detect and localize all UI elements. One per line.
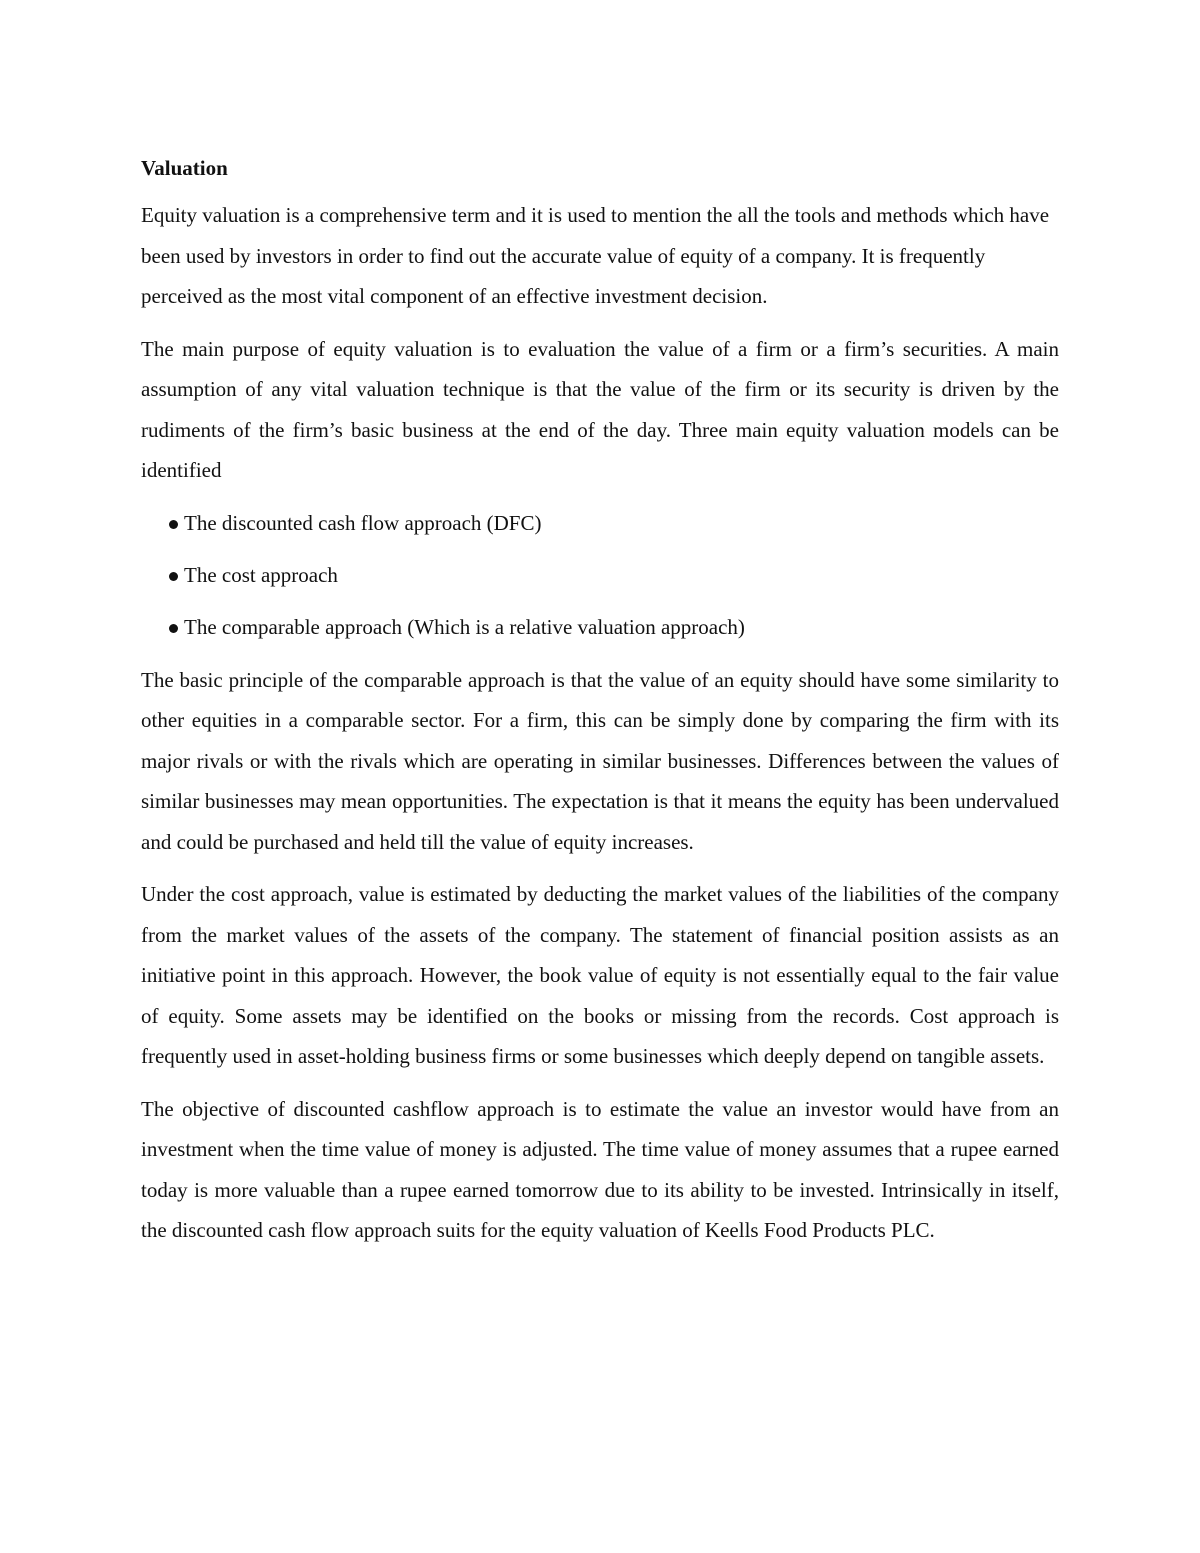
paragraph-comparable-approach: The basic principle of the comparable approach is that the value of an equity should have some similarity to other equities in a comparable sector. For a firm, this can be simply done by comparing the firm with its major rivals or with the rivals which are operating in similar businesses. Differences between the values of similar businesses may mean opportunities. The expectation is that it means the equity has been undervalued and could be purchased and held till the value of equity increases. [141, 667, 1059, 854]
paragraph-discounted-cashflow-approach: The objective of discounted cashflow approach is to estimate the value an investor would have from an investment when the time value of money is adjusted. The time value of money assumes that a rupee earned today is more valuable than a rupee earned tomorrow due to its ability to be invested. Intrinsically in itself, the discounted cash flow approach suits for the equity valuation of Keells Food Products PLC. [141, 1096, 1059, 1242]
paragraph-equity-valuation-definition: Equity valuation is a comprehensive term and it is used to mention the all the tools and methods which have been used by investors in order to find out the accurate value of equity of a company. It is frequently perceived as the most vital component of an effective investment decision. [141, 203, 1050, 308]
list-item-text: The cost approach [184, 562, 338, 587]
bullet-icon [169, 624, 178, 633]
paragraph-cost-approach: Under the cost approach, value is estimated by deducting the market values of the liabilities of the company from the market values of the assets of the company. The statement of financial position assists as an initiative point in this approach. However, the book value of equity is not essentially equal to the fair value of equity. Some assets may be identified on the books or missing from the records. Cost approach is frequently used in asset-holding business firms or some businesses which deeply depend on tangible assets. [141, 882, 1059, 1068]
list-item-text: The comparable approach (Which is a relative valuation approach) [184, 614, 745, 639]
list-item [141, 555, 1059, 596]
list-item [141, 607, 1059, 648]
valuation-models-list [141, 503, 1059, 648]
paragraph-equity-valuation-purpose: The main purpose of equity valuation is to evaluation the value of a firm or a firm’s securities. A main assumption of any vital valuation technique is that the value of the firm or its security is driven by the rudiments of the firm’s basic business at the end of the day. Three main equity valuation models can be identified [141, 336, 1059, 482]
list-item [141, 503, 1059, 544]
bullet-icon [169, 520, 178, 529]
document-body [141, 152, 1059, 1263]
bullet-icon [169, 572, 178, 581]
list-item-text: The discounted cash flow approach (DFC) [184, 510, 542, 535]
section-heading: Valuation [141, 156, 228, 180]
